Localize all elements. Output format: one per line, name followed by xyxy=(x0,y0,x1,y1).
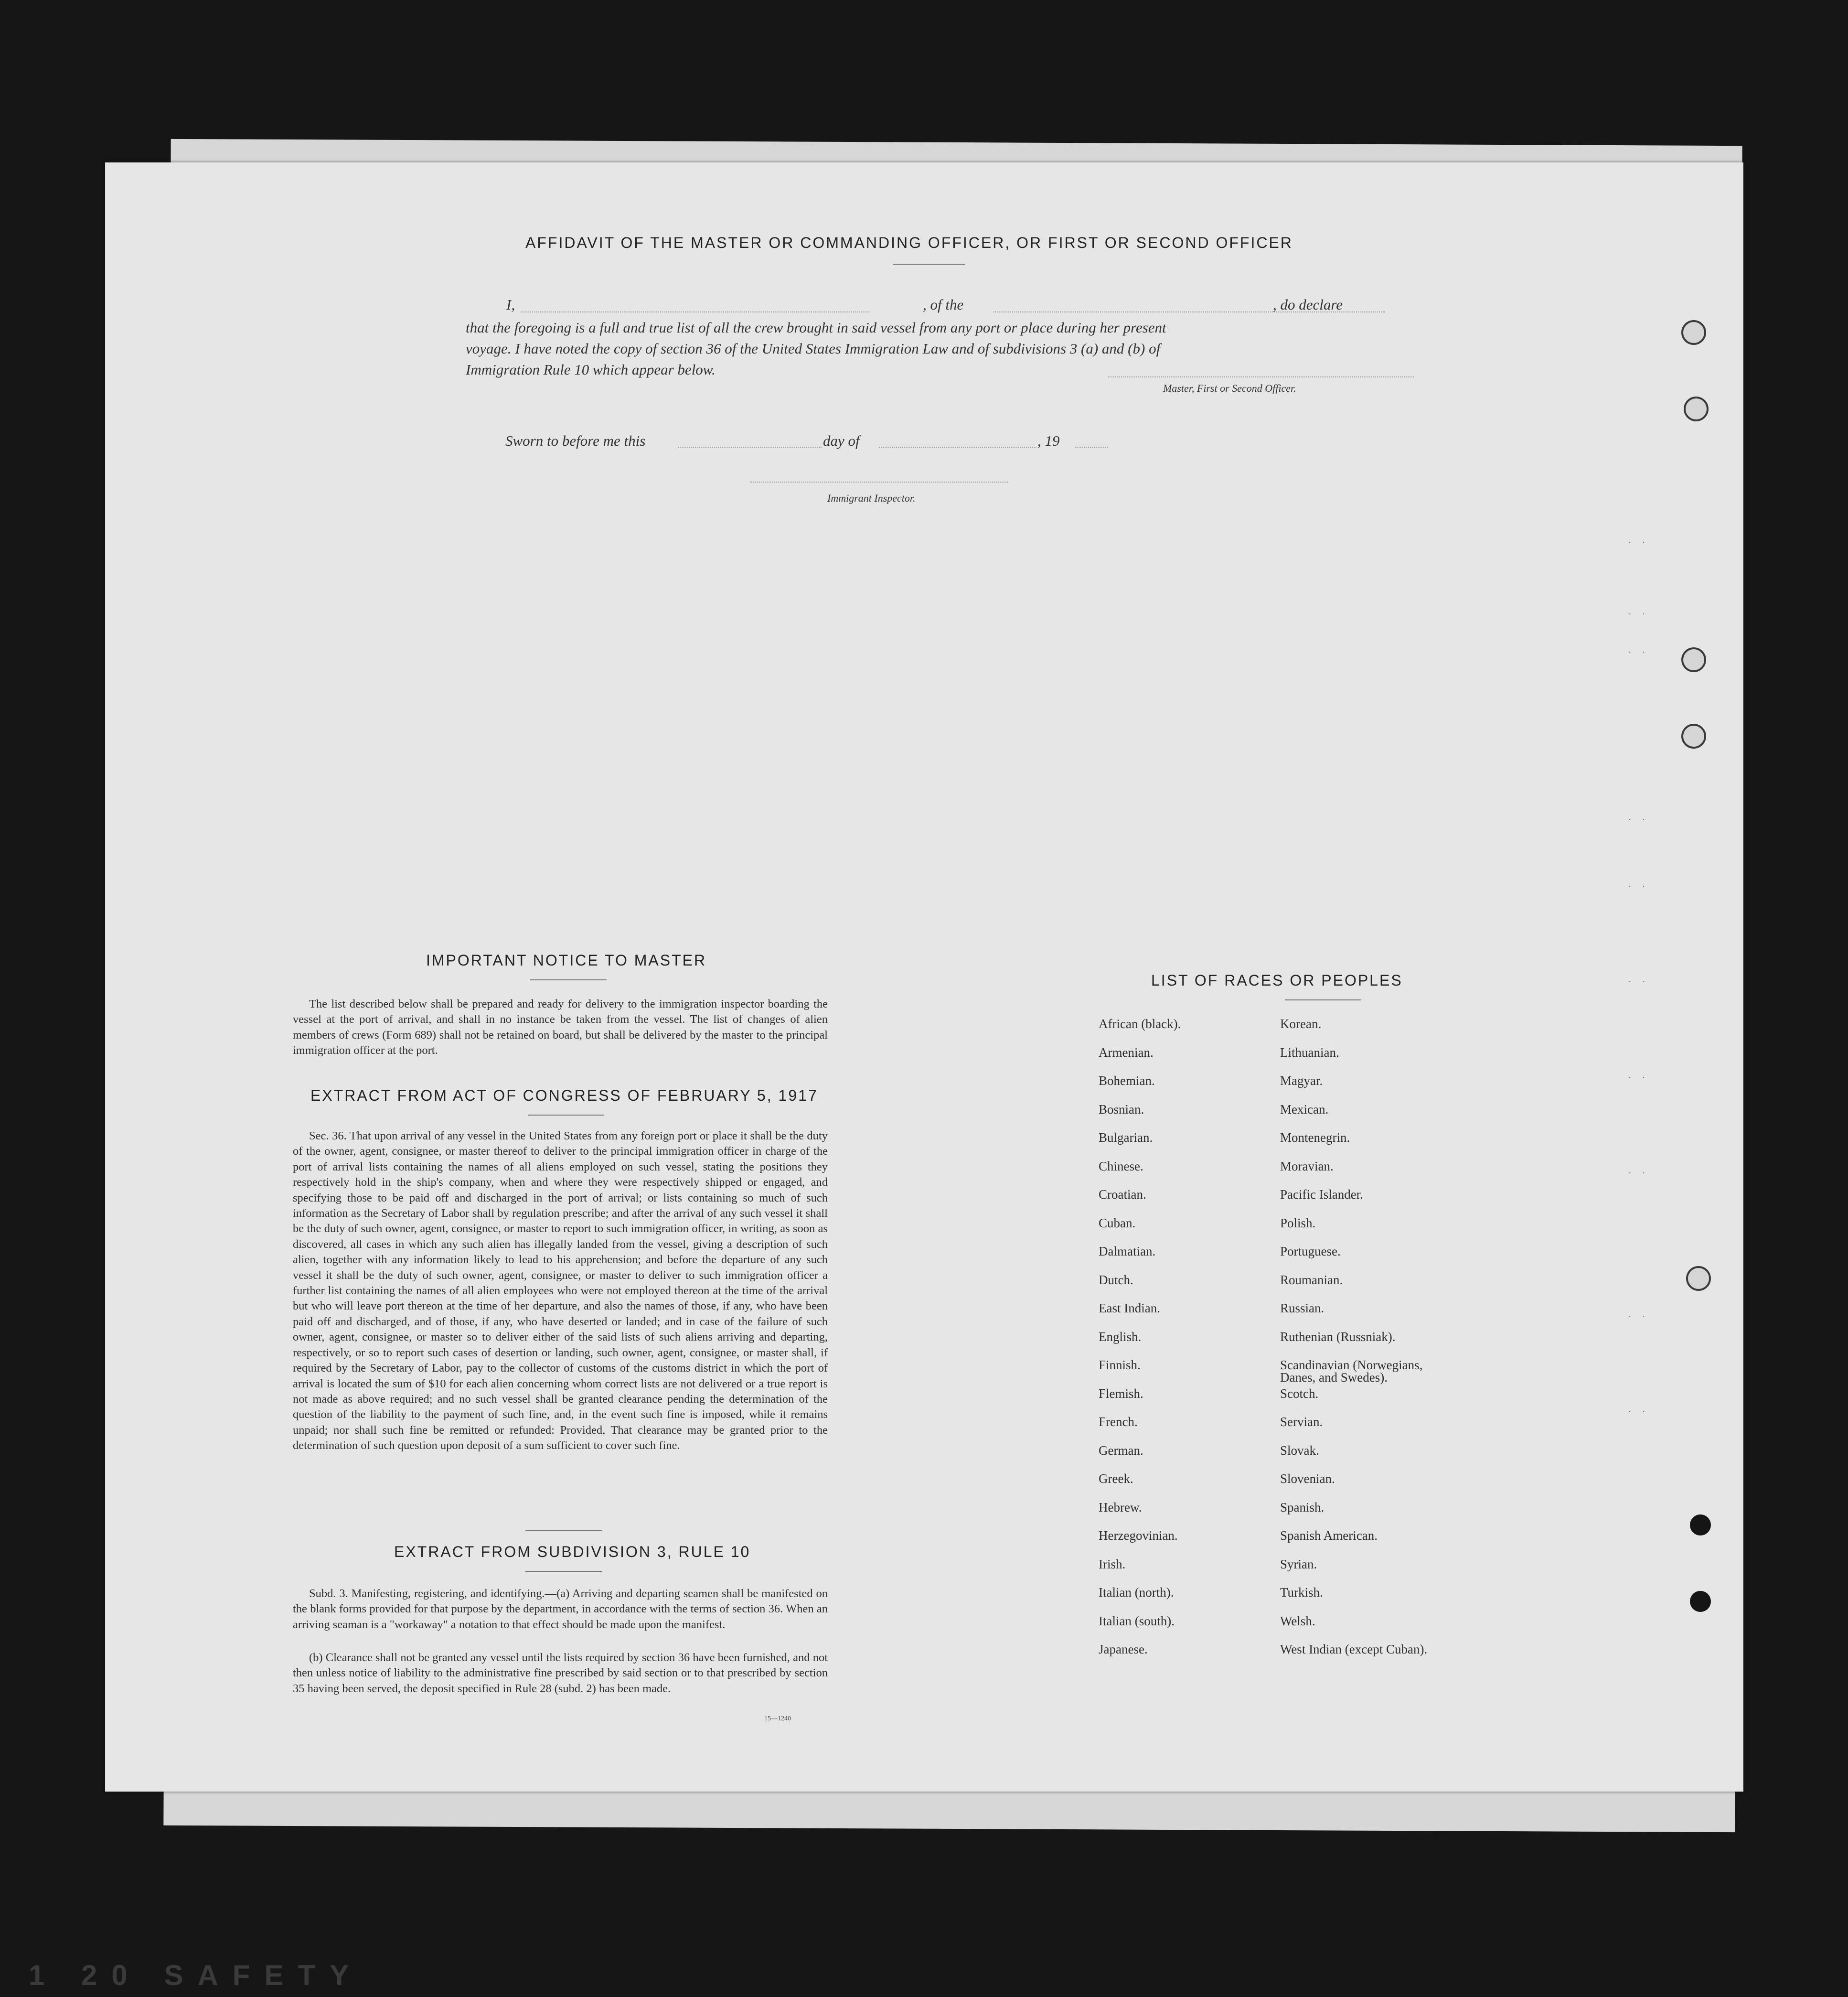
race-item: Scotch. xyxy=(1280,1386,1319,1401)
notice-title: IMPORTANT NOTICE TO MASTER xyxy=(426,952,707,969)
form-number: 15—1240 xyxy=(764,1715,791,1722)
document-page xyxy=(105,162,1743,1792)
race-item: Dutch. xyxy=(1099,1272,1133,1287)
race-item: French. xyxy=(1099,1415,1138,1429)
inspector-signature-blank xyxy=(750,482,1008,483)
race-item: Roumanian. xyxy=(1280,1272,1343,1287)
sworn-prefix: Sworn to before me this xyxy=(505,432,646,449)
margin-dots: . . xyxy=(1629,812,1650,822)
race-item: Hebrew. xyxy=(1099,1500,1142,1514)
race-item: Bohemian. xyxy=(1099,1074,1155,1088)
ink-blot-icon xyxy=(1690,1591,1711,1612)
rule-body-a: Subd. 3. Manifesting, registering, and identifying.—(a) Arriving and departing seamen shall be manifested on the blank forms provided for that purpose by the department, in accordance with the terms of section 36. When an arriving seaman is a "workaway" a notation to that effect should be made upon the manifest. xyxy=(293,1587,828,1631)
race-item: Slovak. xyxy=(1280,1443,1319,1458)
affidavit-i: I, xyxy=(506,296,515,313)
race-item: Welsh. xyxy=(1280,1613,1315,1628)
notice-rule xyxy=(530,979,607,980)
margin-dots: . . xyxy=(1629,645,1650,655)
affidavit-line3: voyage. I have noted the copy of section 36 of the United States Immigration Law and of subdivisions 3 (a) and (b) of xyxy=(466,340,1161,357)
race-item: Ruthenian (Russniak). xyxy=(1280,1329,1396,1344)
race-item: Irish. xyxy=(1099,1557,1126,1571)
margin-dots: . . xyxy=(1629,607,1650,616)
race-item: Italian (south). xyxy=(1099,1613,1175,1628)
race-item: English. xyxy=(1099,1329,1142,1344)
margin-dots: . . xyxy=(1629,1309,1650,1319)
margin-dots: . . xyxy=(1629,535,1650,545)
act-rule xyxy=(528,1115,604,1116)
margin-dots: . . xyxy=(1629,1166,1650,1175)
race-item: Armenian. xyxy=(1099,1045,1154,1060)
sworn-day-of: day of xyxy=(823,432,860,449)
race-item: Japanese. xyxy=(1099,1642,1148,1656)
race-item: Bulgarian. xyxy=(1099,1130,1153,1145)
ink-blot-icon xyxy=(1690,1514,1711,1535)
notice-body: The list described below shall be prepared and ready for delivery to the immigration inspector boarding the vessel at the port of arrival, and shall in no instance be taken from the vessel. The list of changes of alien members of crews (Form 689) shall not be retained on board, but shall be delivered by the master to the principal immigration officer at the port. xyxy=(293,998,828,1057)
race-item: Polish. xyxy=(1280,1215,1316,1230)
race-item: Lithuanian. xyxy=(1280,1045,1339,1060)
margin-dots: . . xyxy=(1629,1070,1650,1080)
race-item: Servian. xyxy=(1280,1415,1323,1429)
margin-dots: . . xyxy=(1629,879,1650,889)
race-item: Moravian. xyxy=(1280,1159,1334,1173)
rule-title-rule xyxy=(525,1571,602,1572)
race-item: African (black). xyxy=(1099,1017,1181,1031)
race-item: East Indian. xyxy=(1099,1301,1160,1315)
act-body: Sec. 36. That upon arrival of any vessel in the United States from any foreign port or place it shall be the duty of the owner, agent, consignee, or master thereof to deliver to the principal immigration officer in charge of the port of arrival lists containing the names of all aliens employed on such vessel, stating the positions they respectively hold in the ship's company, when and where they were respectively shipped or engaged, and specifying those to be paid off and discharged in the port of arrival; or lists containing so much of such information as the Secretary of Labor shall by regulation prescribe; and after the arrival of any such vessel it shall be the duty of such owner, agent, consignee, or master to report to such immigration officer, in writing, as soon as discovered, all cases in which any such alien has illegally landed from the vessel, giving a description of such alien, together with any information likely to lead to his apprehension; and before the departure of any such vessel it shall be the duty of such owner, agent, consignee, or master to deliver to such immigration officer a further list containing the names of all alien employees who were not employed thereon at the time of the arrival but who will leave port thereon at the time of her departure, and also the names of those, if any, who have been paid off and discharged, and of those, if any, who have deserted or landed; and in case of the failure of such owner, agent, consignee, or master so to deliver either of the said lists of such aliens arriving and departing, respectively, or so to report such cases of desertion or landing, such owner, agent, consignee, or master shall, if required by the Secretary of Labor, pay to the collector of customs of the customs district in which the port of arrival is located the sum of $10 for each alien concerning whom correct lists are not delivered or a true report is not made as above required; and no such vessel shall be granted clearance pending the determination of the question of the liability to the payment of such fine, and, in the event such fine is imposed, while it remains unpaid; nor shall such fine be remitted or refunded: Provided, That clearance may be granted prior to the determination of such question upon deposit of a sum sufficient to cover such fine. xyxy=(293,1129,828,1452)
race-item: Herzegovinian. xyxy=(1099,1528,1178,1543)
race-item: Portuguese. xyxy=(1280,1244,1341,1258)
sworn-year-blank xyxy=(1075,447,1108,448)
race-item: Bosnian. xyxy=(1099,1102,1144,1117)
race-item: Dalmatian. xyxy=(1099,1244,1156,1258)
race-item: Russian. xyxy=(1280,1301,1325,1315)
film-edge-label: 1 20 SAFETY xyxy=(29,1959,363,1991)
punch-hole-icon xyxy=(1681,724,1706,749)
race-item: Pacific Islander. xyxy=(1280,1187,1363,1202)
races-title: LIST OF RACES OR PEOPLES xyxy=(1151,972,1403,989)
punch-hole-icon xyxy=(1681,320,1706,345)
act-title: EXTRACT FROM ACT OF CONGRESS OF FEBRUARY 5, 1917 xyxy=(310,1087,818,1104)
race-item: Montenegrin. xyxy=(1280,1130,1350,1145)
race-item: Greek. xyxy=(1099,1471,1133,1486)
race-item: Spanish American. xyxy=(1280,1528,1378,1543)
race-item: Mexican. xyxy=(1280,1102,1329,1117)
margin-dots: . . xyxy=(1629,975,1650,984)
title-rule xyxy=(893,264,965,265)
race-item: Turkish. xyxy=(1280,1585,1323,1600)
punch-hole-icon xyxy=(1684,397,1709,421)
race-item: German. xyxy=(1099,1443,1143,1458)
name-blank xyxy=(521,311,869,312)
race-item: Magyar. xyxy=(1280,1074,1323,1088)
rule-body-b: (b) Clearance shall not be granted any vessel until the lists required by section 36 have been furnished, and not then unless notice of liability to the administrative fine prescribed by said section or to that prescribed by section 35 having been served, the deposit specified in Rule 28 (subd. 2) has been made. xyxy=(293,1651,828,1695)
signature-blank xyxy=(1108,376,1414,377)
race-item: Korean. xyxy=(1280,1017,1322,1031)
race-item: Flemish. xyxy=(1099,1386,1143,1401)
sworn-day-blank xyxy=(678,447,822,448)
affidavit-title: AFFIDAVIT OF THE MASTER OR COMMANDING OFFICER, OR FIRST OR SECOND OFFICER xyxy=(525,234,1293,251)
race-item: Scandinavian (Norwegians, Danes, and Swedes). xyxy=(1280,1358,1423,1385)
margin-dots: . . xyxy=(1629,1405,1650,1414)
punch-hole-icon xyxy=(1686,1266,1711,1291)
race-item: Spanish. xyxy=(1280,1500,1325,1514)
race-item: Croatian. xyxy=(1099,1187,1146,1202)
punch-hole-icon xyxy=(1681,647,1706,672)
race-item: Chinese. xyxy=(1099,1159,1143,1173)
sworn-month-blank xyxy=(879,447,1036,448)
signature-caption: Master, First or Second Officer. xyxy=(1163,382,1296,394)
affidavit-line4: Immigration Rule 10 which appear below. xyxy=(466,361,716,378)
race-item: Syrian. xyxy=(1280,1557,1317,1571)
affidavit-do-declare: , do declare xyxy=(1273,296,1343,313)
sworn-year: , 19 xyxy=(1037,432,1060,449)
rule-title: EXTRACT FROM SUBDIVISION 3, RULE 10 xyxy=(394,1543,751,1560)
race-item: Finnish. xyxy=(1099,1358,1141,1372)
race-item: Slovenian. xyxy=(1280,1471,1335,1486)
race-item: Italian (north). xyxy=(1099,1585,1174,1600)
races-rule xyxy=(1285,999,1361,1000)
race-item: Cuban. xyxy=(1099,1215,1136,1230)
affidavit-line2: that the foregoing is a full and true list of all the crew brought in said vessel from any port or place during her present xyxy=(466,319,1166,336)
affidavit-of-the: , of the xyxy=(923,296,964,313)
act-end-rule xyxy=(525,1530,602,1531)
race-item: West Indian (except Cuban). xyxy=(1280,1642,1428,1656)
inspector-caption: Immigrant Inspector. xyxy=(827,492,916,504)
